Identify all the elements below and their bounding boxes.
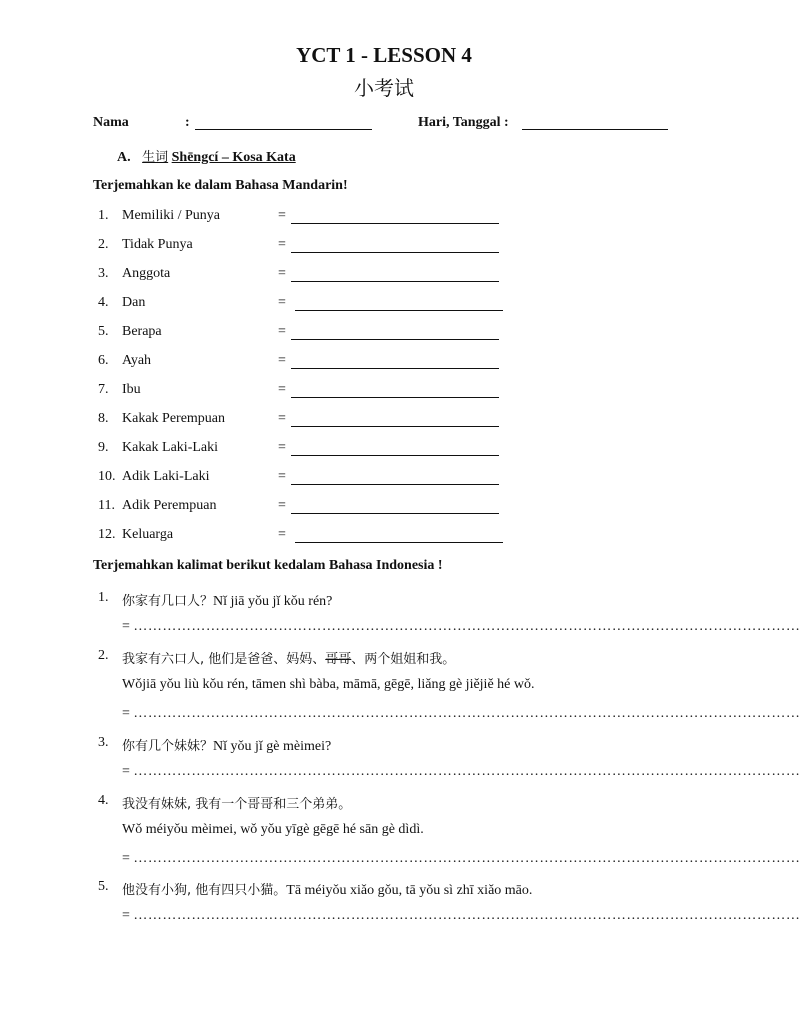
answer-line[interactable] — [122, 619, 800, 635]
date-label: Hari, Tanggal : — [418, 115, 509, 130]
vocab-item-text: Berapa — [122, 324, 162, 339]
sentence-chinese: 我没有妹妹, 我有一个哥哥和三个弟弟。 — [122, 797, 352, 812]
sentence-chinese: 你有几个妹妹？ — [122, 739, 214, 754]
sentence-line — [122, 735, 331, 755]
answer-line[interactable] — [122, 908, 800, 924]
vocab-item-text: Ayah — [122, 353, 152, 368]
vocab-item-number: 3. — [98, 266, 109, 281]
sentence-chinese-struck: 哥哥 — [325, 652, 352, 667]
vocab-item-number: 1. — [98, 208, 109, 223]
answer-line[interactable] — [122, 706, 800, 722]
vocab-item-number: 12. — [98, 527, 116, 542]
vocab-item-equals: = — [278, 353, 286, 368]
answer-equals: = — [122, 908, 130, 923]
vocab-item-text: Adik Perempuan — [122, 498, 217, 513]
vocab-item-equals: = — [278, 527, 286, 542]
sentence-pinyin: Wǒjiā yǒu liù kǒu rén, tāmen shì bàba, māmā, gēgē, liǎng gè jiějiě hé wǒ. — [122, 677, 535, 692]
page-subtitle: 小考试 — [354, 76, 414, 100]
vocab-item-number: 11. — [98, 498, 115, 513]
sentence-num: 5. — [98, 879, 109, 894]
vocab-item-equals: = — [278, 382, 286, 397]
vocab-item-text: Kakak Perempuan — [122, 411, 226, 426]
vocab-item-equals: = — [278, 208, 286, 223]
sentence-line — [122, 879, 532, 899]
sentence-line — [122, 793, 351, 813]
sentence-pinyin: Nǐ yǒu jǐ gè mèimei? — [213, 739, 332, 754]
vocab-item-text: Keluarga — [122, 527, 174, 542]
answer-line[interactable] — [122, 851, 800, 867]
name-colon: : — [185, 115, 190, 130]
vocab-answer-line[interactable] — [295, 528, 503, 543]
answer-line[interactable] — [122, 764, 800, 780]
sentence-pinyin: Wǒ méiyǒu mèimei, wǒ yǒu yīgè gēgē hé sān gè dìdì. — [122, 822, 424, 837]
vocab-item-equals: = — [278, 440, 286, 455]
vocab-item-number: 8. — [98, 411, 109, 426]
vocab-item-equals: = — [278, 295, 286, 310]
vocab-item-equals: = — [278, 469, 286, 484]
answer-equals: = — [122, 706, 130, 721]
sentence-pinyin: Nǐ jiā yǒu jǐ kǒu rén? — [213, 594, 333, 609]
vocab-item-text: Dan — [122, 295, 146, 310]
section-a-heading-text: Shēngcí – Kosa Kata — [171, 150, 296, 165]
vocab-item-text: Anggota — [122, 266, 171, 281]
sentence-chinese: 你家有几口人？ — [122, 594, 214, 609]
answer-dots: ………………………………………………………………………………………………………………………… — [133, 706, 800, 721]
name-label: Nama — [93, 115, 129, 130]
vocab-instruction: Terjemahkan ke dalam Bahasa Mandarin! — [93, 178, 348, 193]
answer-dots: ………………………………………………………………………………………………………………………… — [133, 764, 800, 779]
vocab-answer-line[interactable] — [291, 499, 499, 514]
vocab-item-equals: = — [278, 266, 286, 281]
vocab-item-text: Tidak Punya — [122, 237, 193, 252]
sentence-num: 2. — [98, 648, 109, 663]
vocab-item-number: 2. — [98, 237, 109, 252]
vocab-item-number: 4. — [98, 295, 109, 310]
vocab-item-equals: = — [278, 498, 286, 513]
sentence-pinyin: Tā méiyǒu xiǎo gǒu, tā yǒu sì zhī xiǎo māo. — [286, 883, 533, 898]
vocab-item-number: 6. — [98, 353, 109, 368]
answer-equals: = — [122, 851, 130, 866]
answer-dots: ………………………………………………………………………………………………………………………… — [133, 851, 800, 866]
sentence-chinese: 我家有六口人, 他们是爸爸、妈妈、 — [122, 652, 326, 667]
answer-equals: = — [122, 764, 130, 779]
vocab-answer-line[interactable] — [291, 383, 499, 398]
sentence-line — [122, 648, 455, 668]
vocab-answer-line[interactable] — [291, 209, 499, 224]
vocab-item-number: 7. — [98, 382, 109, 397]
date-field-line[interactable] — [522, 115, 668, 130]
section-a-letter: A. — [117, 150, 131, 165]
vocab-item-text: Kakak Laki-Laki — [122, 440, 219, 455]
vocab-item-number: 10. — [98, 469, 116, 484]
vocab-item-text: Ibu — [122, 382, 141, 397]
sentence-num: 4. — [98, 793, 109, 808]
section-a-heading — [117, 146, 296, 166]
sentence-instruction: Terjemahkan kalimat berikut kedalam Bahasa Indonesia ! — [93, 558, 443, 573]
vocab-answer-line[interactable] — [291, 325, 499, 340]
answer-equals: = — [122, 619, 130, 634]
vocab-item-equals: = — [278, 411, 286, 426]
vocab-answer-line[interactable] — [291, 441, 499, 456]
sentence-num: 3. — [98, 735, 109, 750]
name-field-line[interactable] — [195, 115, 372, 130]
vocab-answer-line[interactable] — [295, 296, 503, 311]
sentence-num: 1. — [98, 590, 109, 605]
vocab-answer-line[interactable] — [291, 470, 499, 485]
vocab-item-text: Adik Laki-Laki — [122, 469, 210, 484]
vocab-item-number: 5. — [98, 324, 109, 339]
vocab-answer-line[interactable] — [291, 238, 499, 253]
vocab-answer-line[interactable] — [291, 354, 499, 369]
vocab-item-equals: = — [278, 237, 286, 252]
sentence-chinese: 他没有小狗, 他有四只小猫。 — [122, 883, 287, 898]
answer-dots: ………………………………………………………………………………………………………………………… — [133, 908, 800, 923]
section-a-heading-zh: 生词 — [142, 150, 169, 165]
vocab-item-number: 9. — [98, 440, 109, 455]
vocab-answer-line[interactable] — [291, 267, 499, 282]
vocab-item-equals: = — [278, 324, 286, 339]
sentence-line — [122, 590, 332, 610]
answer-dots: ………………………………………………………………………………………………………………………… — [133, 619, 800, 634]
vocab-answer-line[interactable] — [291, 412, 499, 427]
sentence-chinese-end: 、两个姐姐和我。 — [351, 652, 456, 667]
page-title: YCT 1 - LESSON 4 — [296, 43, 472, 67]
vocab-item-text: Memiliki / Punya — [122, 208, 220, 223]
